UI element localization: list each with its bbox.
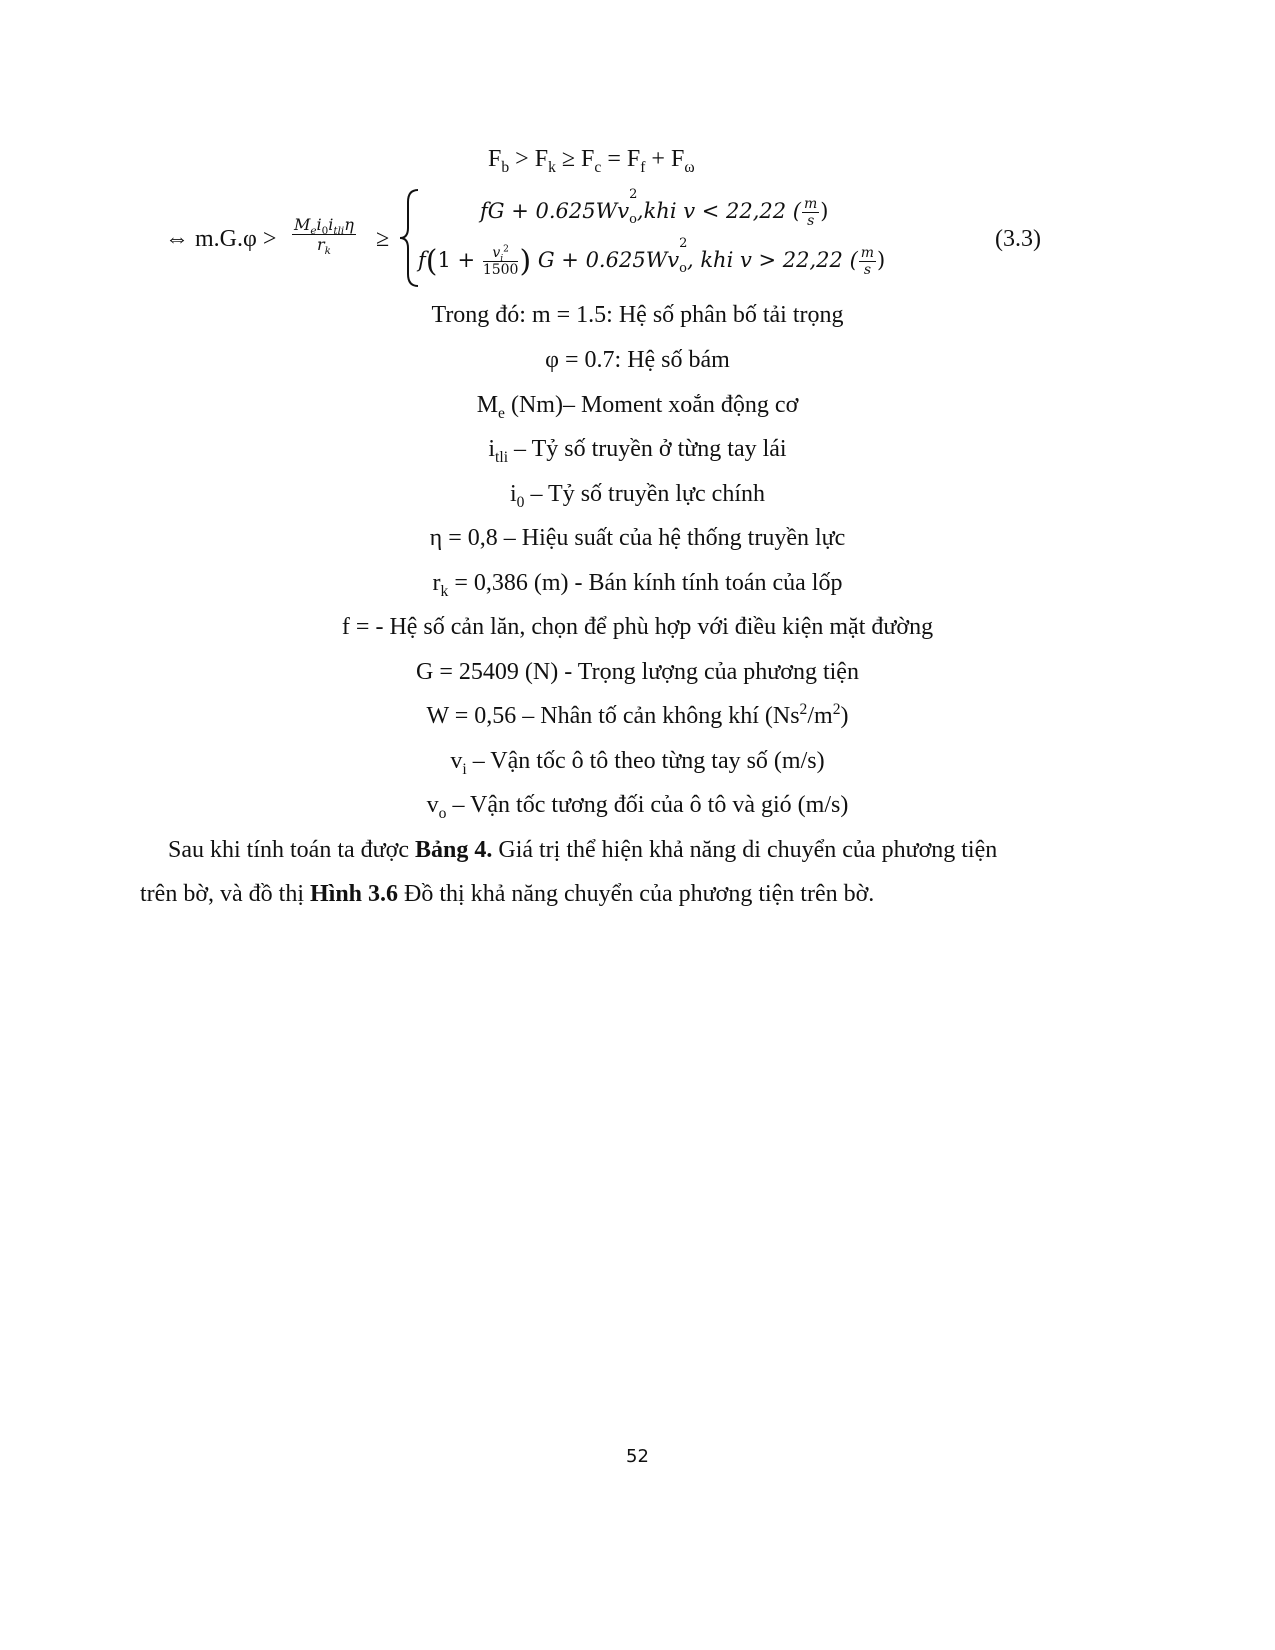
definition-itli: $i_{tli}$ – Tỷ số truyền ở từng tay lái bbox=[488, 436, 787, 466]
case-1: fG + 0.625Wv 2 $_o$,khi v < 22,22 ( $\frac{m}{s}$ ) bbox=[480, 187, 829, 229]
definition-eta: η = 0,8 – Hiệu suất của hệ thống truyền lực bbox=[429, 525, 846, 551]
definition-f: f = - Hệ số cản lăn, chọn để phù hợp với điều kiện mặt đường bbox=[341, 614, 934, 640]
definition-vo: $v_o$ – Vận tốc tương đối của ô tô và gió (m/s) bbox=[426, 792, 849, 822]
paragraph-line-2: trên bờ, và đồ thị Hình 3.6 Đồ thị khả năng chuyển của phương tiện trên bờ. bbox=[140, 881, 875, 907]
definition-i0: $i_0$ – Tỷ số truyền lực chính bbox=[510, 481, 765, 511]
definition-m: Trong đó: m = 1.5: Hệ số phân bố tải trọng bbox=[431, 302, 844, 328]
case-2: f(1 + $\frac{v_i^2}{1500}$ ) G + 0.625Wv 2 $_o$, khi v > 22,22 ( $\frac{m}{s}$ ) bbox=[418, 236, 886, 279]
page-number: 52 bbox=[626, 1446, 649, 1467]
paragraph-line-1: Sau khi tính toán ta được Bảng 4. Giá trị thể hiện khả năng di chuyển của phương tiện bbox=[168, 837, 998, 863]
ge-sign: ≥ bbox=[376, 226, 390, 252]
equation-fraction bbox=[292, 215, 356, 258]
definition-g: G = 25409 (N) - Trọng lượng của phương tiện bbox=[416, 659, 859, 685]
equation-top-line: $F_b > F_k \ge F_c = F_f + F_\omega$ bbox=[488, 146, 695, 176]
equation-lhs: ⇔ m.G.φ > bbox=[165, 226, 277, 252]
equation-label: (3.3) bbox=[995, 226, 1041, 252]
definition-rk: $r_k = 0,386$ (m) - Bán kính tính toán của lốp bbox=[432, 570, 843, 600]
definition-w: W = 0,56 – Nhân tố cản không khí $(Ns^2/m^2)$ bbox=[426, 701, 849, 729]
definition-phi: φ = 0.7: Hệ số bám bbox=[545, 347, 730, 373]
definition-vi: $v_i$ – Vận tốc ô tô theo từng tay số (m/s) bbox=[450, 748, 825, 778]
fraction-denominator: $r_k$ bbox=[316, 235, 331, 258]
fraction-numerator: $M_ei_0i_{tli}\eta$ bbox=[294, 215, 354, 238]
definition-me: $M_e$ (Nm)– Moment xoắn động cơ bbox=[476, 392, 799, 422]
